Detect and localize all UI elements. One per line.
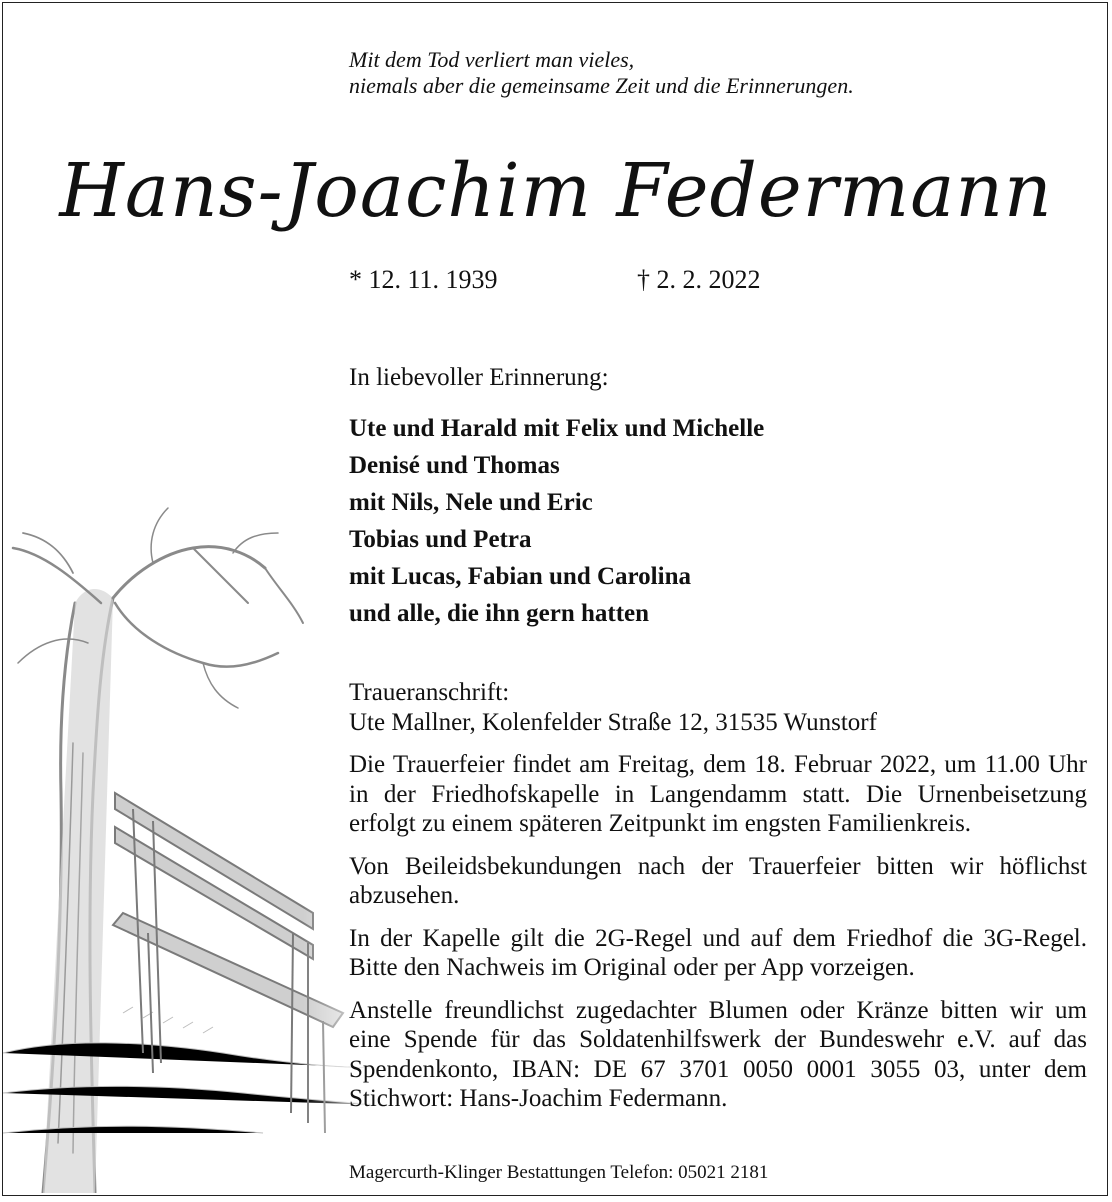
address-value: Ute Mallner, Kolenfelder Straße 12, 31535 Wunstorf — [349, 708, 877, 736]
obituary-notice — [2, 2, 1108, 1196]
birth-date: * 12. 11. 1939 — [349, 265, 498, 294]
mourner-line: Denisé und Thomas — [349, 452, 560, 479]
mourner-line: Ute und Harald mit Felix und Michelle — [349, 415, 765, 442]
donation-paragraph: Anstelle freundlichst zugedachter Blumen oder Kränze bitten wir um eine Spende für das Soldatenhilfswerk der Bundeswehr e.V. auf das Spendenkonto, IBAN: DE 67 3701 0050 0001 3055 03, unter dem Stichwort: Hans-Joachim Federmann. — [349, 996, 1087, 1112]
deceased-name: Hans-Joachim Federmann — [59, 148, 1053, 234]
notice-body — [349, 678, 1087, 1127]
tree-bench-illustration — [3, 493, 383, 1193]
mourner-line: mit Nils, Nele und Eric — [349, 489, 593, 516]
mourner-line: und alle, die ihn gern hatten — [349, 600, 650, 627]
address-label: Traueranschrift: — [349, 679, 510, 706]
quote-line-2: niemals aber die gemeinsame Zeit und die Erinnerungen. — [349, 73, 854, 98]
quote-line-1: Mit dem Tod verliert man vieles, — [349, 47, 635, 72]
memorial-intro: In liebevoller Erinnerung: — [349, 364, 609, 391]
funeral-home-footer: Magercurth-Klinger Bestattungen Telefon: 05021 2181 — [349, 1162, 769, 1183]
death-date: † 2. 2. 2022 — [637, 265, 761, 294]
mourner-line: mit Lucas, Fabian und Carolina — [349, 563, 691, 590]
mourners-list — [349, 410, 764, 632]
epitaph-quote — [349, 47, 854, 99]
condolences-paragraph: Von Beileidsbekundungen nach der Trauerfeier bitten wir höflichst abzusehen. — [349, 852, 1087, 909]
ceremony-paragraph: Die Trauerfeier findet am Freitag, dem 18. Februar 2022, um 11.00 Uhr in der Friedhofskapelle in Langendamm statt. Die Urnenbeisetzung erfolgt zu einem späteren Zeitpunkt im engsten Familienkreis. — [349, 751, 1087, 837]
rules-paragraph: In der Kapelle gilt die 2G-Regel und auf dem Friedhof die 3G-Regel. Bitte den Nachweis im Original oder per App vorzeigen. — [349, 924, 1087, 981]
mourner-line: Tobias und Petra — [349, 526, 532, 553]
